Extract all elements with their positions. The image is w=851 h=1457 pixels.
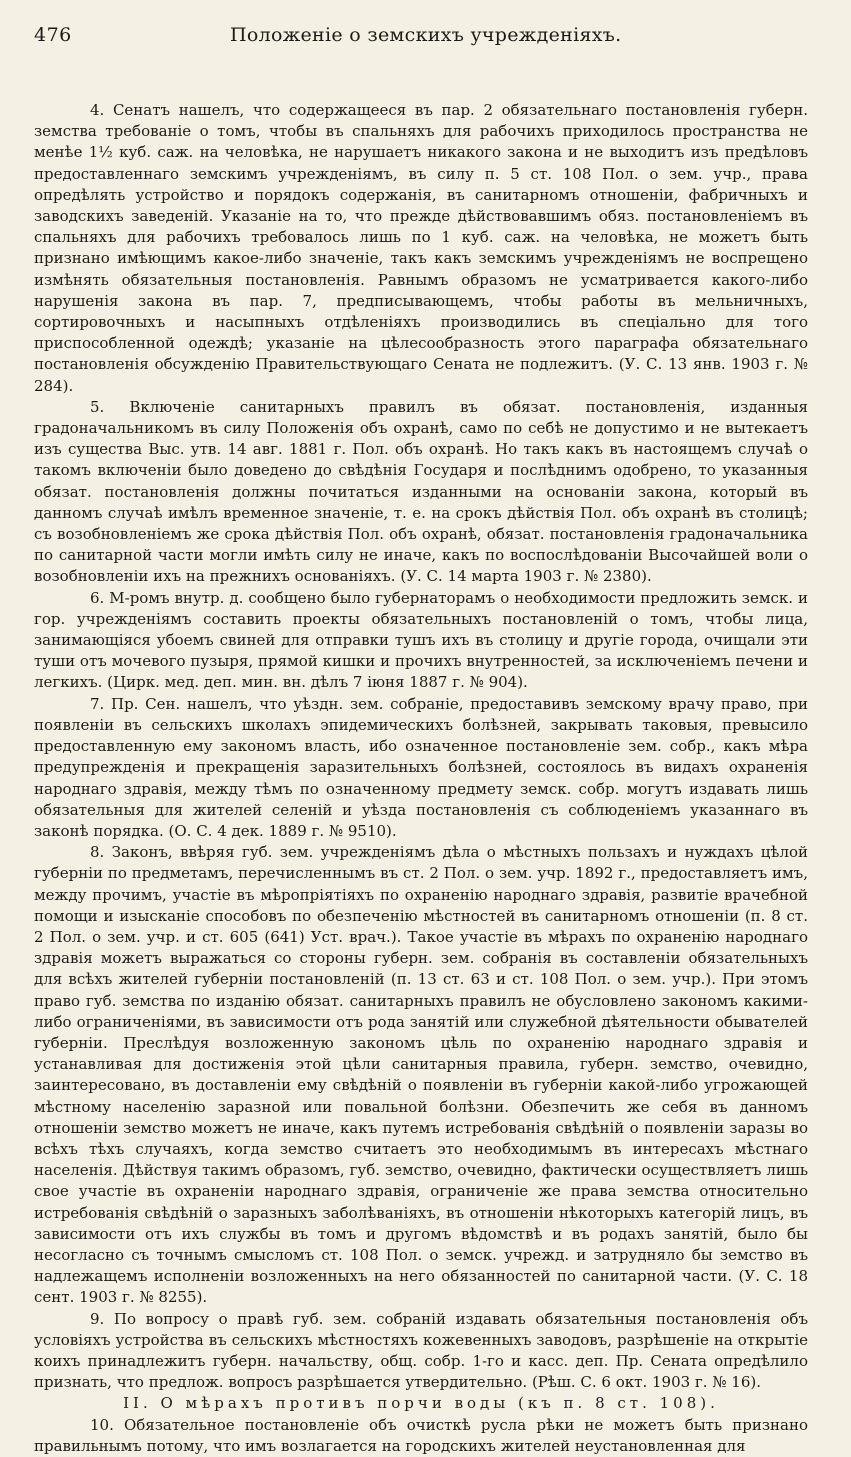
section-heading: II. О мѣрахъ противъ порчи воды (къ п. 8 ст. 108). [123,1394,719,1413]
paragraph-5: 5. Включенiе санитарныхъ правилъ въ обязат. постановленiя, изданныя градоначальникомъ въ силу Положенiя объ охранѣ, само по себѣ не допустимо и не вытекаетъ изъ существа Выс. утв. 14 авг. 1881 г. Пол. объ охранѣ. Но такъ какъ въ настоящемъ случаѣ о такомъ включенiи было доведено до свѣдѣнiя Государя и послѣднимъ одобрено, то указанныя обязат. постановленiя должны почитаться изданными на основанiи закона, который въ данномъ случаѣ имѣлъ временное значенiе, т. е. на срокъ дѣйствiя Пол. объ охранѣ въ столицѣ; съ возобновленiемъ же срока дѣйствiя Пол. объ охранѣ, обязат. постановленiя градоначальника по санитарной части могли имѣть силу не иначе, какъ по воспослѣдованiи Высочайшей воли о возобновленiи ихъ на прежнихъ основанiяхъ. (У. С. 14 марта 1903 г. № 2380). [34,397,808,586]
running-head: Положенie о земскихъ учрежденiяхъ. [230,24,622,46]
page-header [34,24,808,66]
body-text [34,100,808,1457]
paragraph-8: 8. Законъ, ввѣряя губ. зем. учрежденiямъ дѣла о мѣстныхъ пользахъ и нуждахъ цѣлой губернiи по предметамъ, перечисленнымъ въ ст. 2 Пол. о зем. учр. 1892 г., предоставляетъ имъ, между прочимъ, участiе въ мѣропрiятiяхъ по охраненiю народнаго здравiя, развитiе врачебной помощи и изысканiе способовъ по обезпеченiю мѣстностей въ санитарномъ отношенiи (п. 8 ст. 2 Пол. о зем. учр. и ст. 605 (641) Уст. врач.). Такое участiе въ мѣрахъ по охраненiю народнаго здравiя можетъ выражаться со стороны губерн. зем. собранiя въ составленiи обязательныхъ для всѣхъ жителей губернiи постановленiй (п. 13 ст. 63 и ст. 108 Пол. о зем. учр.). При этомъ право губ. земства по изданiю обязат. санитарныхъ правилъ не обусловлено закономъ какими-либо ограниченiями, въ зависимости отъ рода занятiй или служебной дѣятельности обывателей губернiи. Преслѣдуя возложенную закономъ цѣль по охраненiю народнаго здравiя и устанавливая для достиженiя этой цѣли санитарныя правила, губерн. земство, очевидно, заинтересовано, въ доставленiи ему свѣдѣнiй о появленiи въ губернiи какой-либо угрожающей мѣстному населенiю заразной или повальной болѣзни. Обезпечить же себя въ данномъ отношенiи земство можетъ не иначе, какъ путемъ истребованiя свѣдѣнiй о появленiи заразы во всѣхъ тѣхъ случаяхъ, когда земство считаетъ это необходимымъ въ интересахъ мѣстнаго населенiя. Дѣйствуя такимъ образомъ, губ. земство, очевидно, фактически осуществляетъ лишь свое участiе въ охраненiи народнаго здравiя, ограниченiе же права земства относительно истребованiя свѣдѣнiй о заразныхъ заболѣванiяхъ, въ отношенiи нѣкоторыхъ категорiй лицъ, въ зависимости отъ ихъ службы въ томъ и другомъ вѣдомствѣ и въ родахъ занятiй, было бы несогласно съ точнымъ смысломъ ст. 108 Пол. о земск. учрежд. и затрудняло бы земство въ надлежащемъ исполненiи возложенныхъ на него обязанностей по санитарной части. (У. С. 18 сент. 1903 г. № 8255). [34,843,808,1307]
paragraph-9: 9. По вопросу о правѣ губ. зем. собранiй издавать обязательныя постановленiя объ условiяхъ устройства въ сельскихъ мѣстностяхъ кожевенныхъ заводовъ, разрѣшенiе на открытiе коихъ принадлежитъ губерн. начальству, общ. собр. 1-го и касс. деп. Пр. Сената опредѣлило признать, что предлож. вопросъ разрѣшается утвердительно. (Рѣш. С. 6 окт. 1903 г. № 16). [34,1309,808,1392]
paragraph-10: 10. Обязательное постановленiе объ очисткѣ русла рѣки не можетъ быть признано правильнымъ потому, что имъ возлагается на городскихъ жителей неустановленная для [34,1415,808,1455]
paragraph-7: 7. Пр. Сен. нашелъ, что уѣздн. зем. собранiе, предоставивъ земскому врачу право, при появленiи въ сельскихъ школахъ эпидемическихъ болѣзней, закрывать таковыя, превысило предоставленную ему закономъ власть, ибо означенное постановленiе зем. собр., какъ мѣра предупрежденiя и прекращенiя заразительныхъ болѣзней, состоялось въ видахъ охраненiя народнаго здравiя, между тѣмъ по означенному предмету земск. собр. могутъ издавать лишь обязательныя для жителей селенiй и уѣзда постановленiя съ соблюденiемъ указаннаго въ законѣ порядка. (О. С. 4 дек. 1889 г. № 9510). [34,694,808,840]
paragraph-4: 4. Сенатъ нашелъ, что содержащееся въ пар. 2 обязательнаго постановленiя губерн. земства требованiе о томъ, чтобы въ спальняхъ для рабочихъ приходилось пространства не менѣе 1½ куб. саж. на человѣка, не нарушаетъ никакого закона и не выходитъ изъ предѣловъ предоставленнаго земскимъ учрежденiямъ, въ силу п. 5 ст. 108 Пол. о зем. учр., права опредѣлять устройство и порядокъ содержанiя, въ санитарномъ отношенiи, фабричныхъ и заводскихъ заведенiй. Указанiе на то, что прежде дѣйствовавшимъ обяз. постановленiемъ въ спальняхъ для рабочихъ требовалось лишь по 1 куб. саж. на человѣка, не можетъ быть признано имѣющимъ какое-либо значенiе, такъ какъ земскимъ учрежденiямъ не воспрещено измѣнять обязательныя постановленiя. Равнымъ образомъ не усматривается какого-либо нарушенiя закона въ пар. 7, предписывающемъ, чтобы работы въ мельничныхъ, сортировочныхъ и насыпныхъ отдѣленiяхъ производились въ спецiально для того приспособленной одеждѣ; указанiе на цѣлесообразность этого параграфа обязательнаго постановленiя обсужденiю Правительствующаго Сената не подлежитъ. (У. С. 13 янв. 1903 г. № 284). [34,101,808,395]
document-page [34,24,808,1455]
page-number: 476 [34,24,72,46]
paragraph-6: 6. М-ромъ внутр. д. сообщено было губернаторамъ о необходимости предложить земск. и гор. учрежденiямъ составить проекты обязательныхъ постановленiй о томъ, чтобы лица, занимающiяся убоемъ свиней для отправки тушъ ихъ въ столицу и другiе города, очищали эти туши отъ мочевого пузыря, прямой кишки и прочихъ внутренностей, за исключенiемъ печени и легкихъ. (Цирк. мед. деп. мин. вн. дѣлъ 7 iюня 1887 г. № 904). [34,588,808,692]
